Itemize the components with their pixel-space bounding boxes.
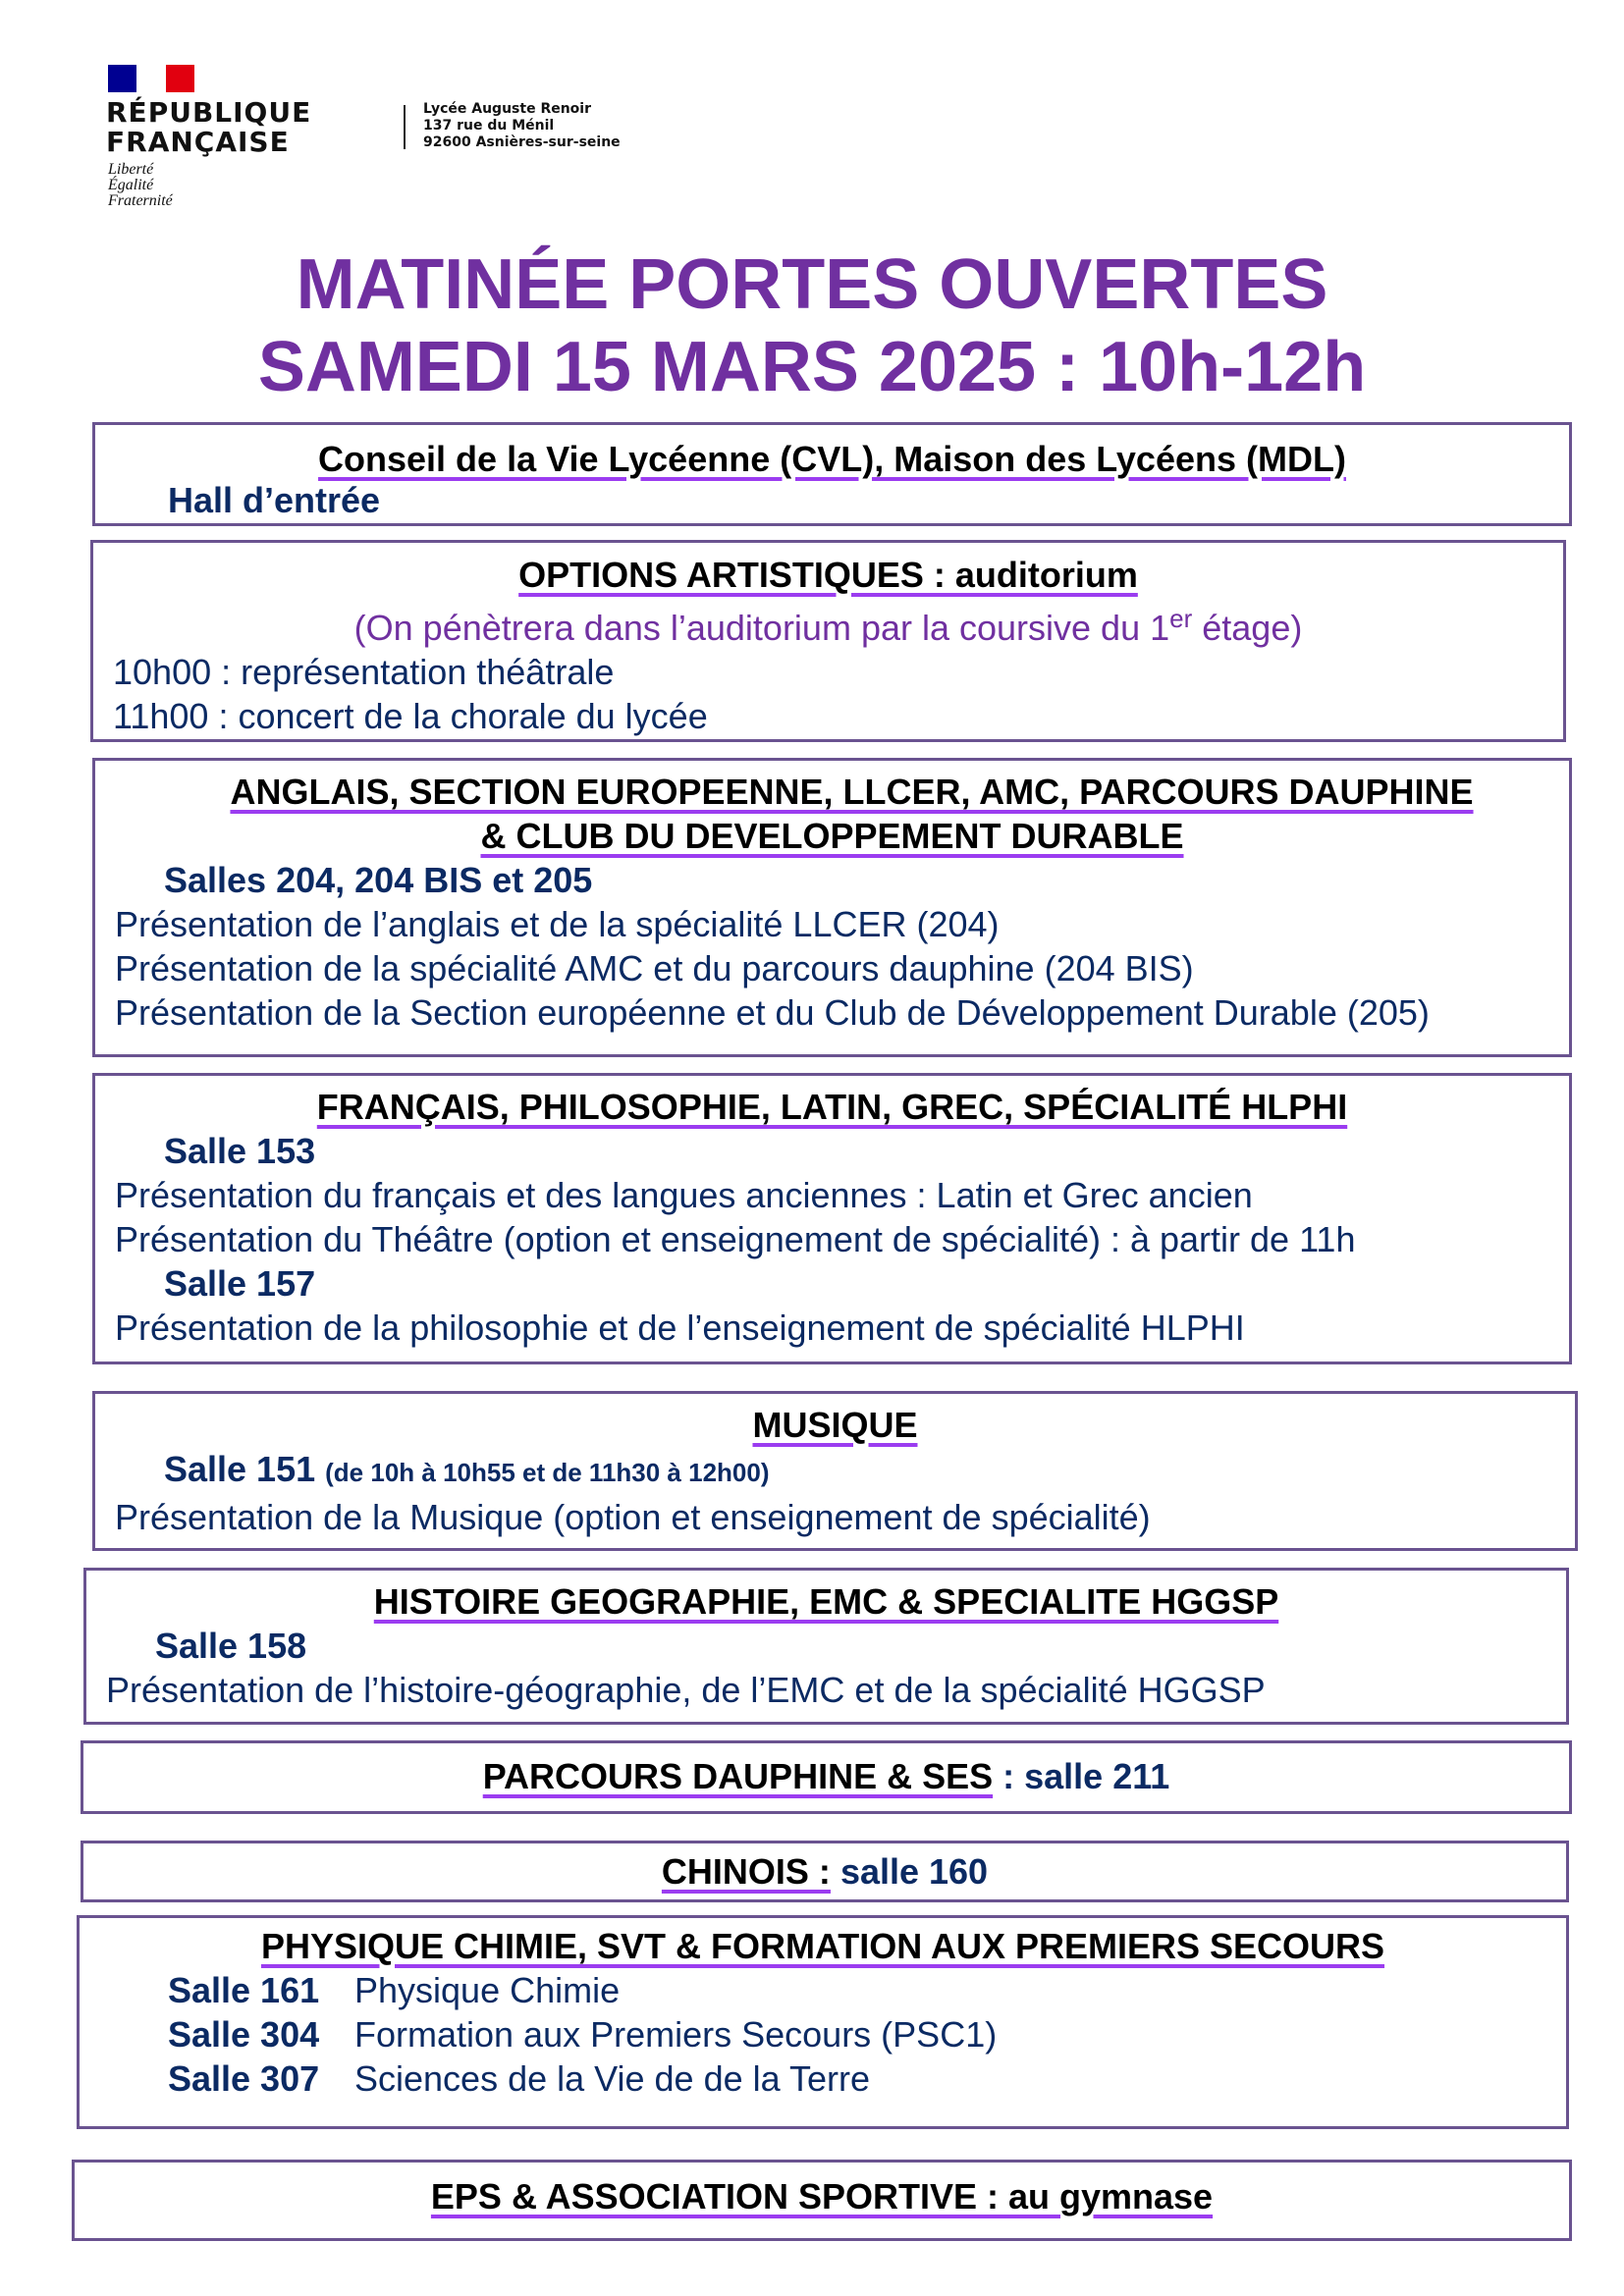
section-heading: & CLUB DU DEVELOPPEMENT DURABLE	[480, 816, 1184, 856]
access-note	[113, 597, 1543, 650]
section-dauphine-ses	[81, 1740, 1572, 1814]
motto-line: Égalité	[108, 177, 154, 193]
logo-line: RÉPUBLIQUE	[106, 96, 312, 129]
note-sup: er	[1169, 604, 1193, 633]
room: Salle 307	[168, 2058, 320, 2099]
title-line: SAMEDI 15 MARS 2025 : 10h-12h	[257, 328, 1367, 406]
section-heading: ANGLAIS, SECTION EUROPEENNE, LLCER, AMC, PARCOURS DAUPHINE	[230, 772, 1474, 812]
room: Salles 204, 204 BIS et 205	[164, 860, 593, 900]
section-heading: OPTIONS ARTISTIQUES : auditorium	[518, 555, 1138, 595]
section-heading: PARCOURS DAUPHINE & SES	[482, 1756, 994, 1796]
section-heading: EPS & ASSOCIATION SPORTIVE : au gymnase	[430, 2176, 1214, 2216]
section-sciences	[77, 1915, 1569, 2129]
motto	[108, 162, 173, 209]
page-title	[0, 243, 1624, 408]
room: Salle 158	[155, 1626, 307, 1666]
section-francais	[92, 1073, 1572, 1364]
presentation-line: Présentation de l’histoire-géographie, de l’EMC et de la spécialité HGGSP	[106, 1670, 1266, 1710]
section-heading: MUSIQUE	[752, 1405, 918, 1445]
section-heading: HISTOIRE GEOGRAPHIE, EMC & SPECIALITE HGGSP	[373, 1581, 1279, 1622]
room: Salle 304	[168, 2014, 320, 2055]
section-heading: FRANÇAIS, PHILOSOPHIE, LATIN, GREC, SPÉCIALITÉ HLPHI	[316, 1087, 1348, 1127]
room-row	[99, 2012, 1546, 2056]
address-line: Lycée Auguste Renoir	[423, 101, 592, 117]
room: Salle 153	[164, 1131, 316, 1171]
presentation-line: Présentation du Théâtre (option et enseignement de spécialité) : à partir de 11h	[115, 1219, 1356, 1259]
marianne-logo	[108, 65, 194, 92]
republique-francaise-logo	[106, 98, 311, 157]
title-line: MATINÉE PORTES OUVERTES	[296, 245, 1328, 324]
room-row	[99, 1968, 1546, 2012]
room: Salle 151	[164, 1449, 316, 1489]
hours: (de 10h à 10h55 et de 11h30 à 12h00)	[325, 1458, 770, 1487]
room: Salle 157	[164, 1263, 316, 1304]
subject: Physique Chimie	[354, 1970, 621, 2010]
motto-line: Fraternité	[108, 192, 173, 209]
schedule-line: 11h00 : concert de la chorale du lycée	[113, 696, 708, 736]
presentation-line: Présentation de la spécialité AMC et du parcours dauphine (204 BIS)	[115, 948, 1194, 988]
section-anglais	[92, 758, 1572, 1057]
room-row	[99, 2056, 1546, 2101]
section-histoire	[83, 1568, 1569, 1725]
motto-line: Liberté	[108, 161, 154, 178]
presentation-line: Présentation de l’anglais et de la spécialité LLCER (204)	[115, 904, 1000, 944]
room: Salle 161	[168, 1970, 320, 2010]
note-text: (On pénètrera dans l’auditorium par la coursive du 1	[353, 608, 1170, 648]
note-text: étage)	[1192, 608, 1303, 648]
presentation-line: Présentation de la philosophie et de l’enseignement de spécialité HLPHI	[115, 1308, 1245, 1348]
section-musique	[92, 1391, 1578, 1551]
subject: Sciences de la Vie de de la Terre	[354, 2058, 871, 2099]
section-chinois	[81, 1841, 1569, 1902]
section-cvl	[92, 422, 1572, 526]
section-heading: Conseil de la Vie Lycéenne (CVL), Maison des Lycéens (MDL)	[318, 439, 1346, 479]
presentation-line: Présentation de la Musique (option et enseignement de spécialité)	[115, 1497, 1151, 1537]
section-heading: CHINOIS :	[661, 1851, 831, 1892]
room: : salle 211	[993, 1756, 1170, 1796]
room: salle 160	[830, 1851, 989, 1892]
school-address	[423, 101, 621, 151]
section-eps	[72, 2160, 1572, 2241]
subject: Formation aux Premiers Secours (PSC1)	[354, 2014, 998, 2055]
schedule-line: 10h00 : représentation théâtrale	[113, 652, 615, 692]
logo-line: FRANÇAISE	[106, 126, 290, 158]
section-options-artistiques	[90, 540, 1566, 742]
presentation-line: Présentation du français et des langues anciennes : Latin et Grec ancien	[115, 1175, 1253, 1215]
address-line: 137 rue du Ménil	[423, 118, 555, 133]
presentation-line: Présentation de la Section européenne et du Club de Développement Durable (205)	[115, 992, 1430, 1033]
address-line: 92600 Asnières-sur-seine	[423, 134, 621, 150]
room: Hall d’entrée	[168, 480, 381, 520]
section-heading: PHYSIQUE CHIMIE, SVT & FORMATION AUX PREMIERS SECOURS	[260, 1926, 1385, 1966]
divider	[404, 105, 406, 149]
